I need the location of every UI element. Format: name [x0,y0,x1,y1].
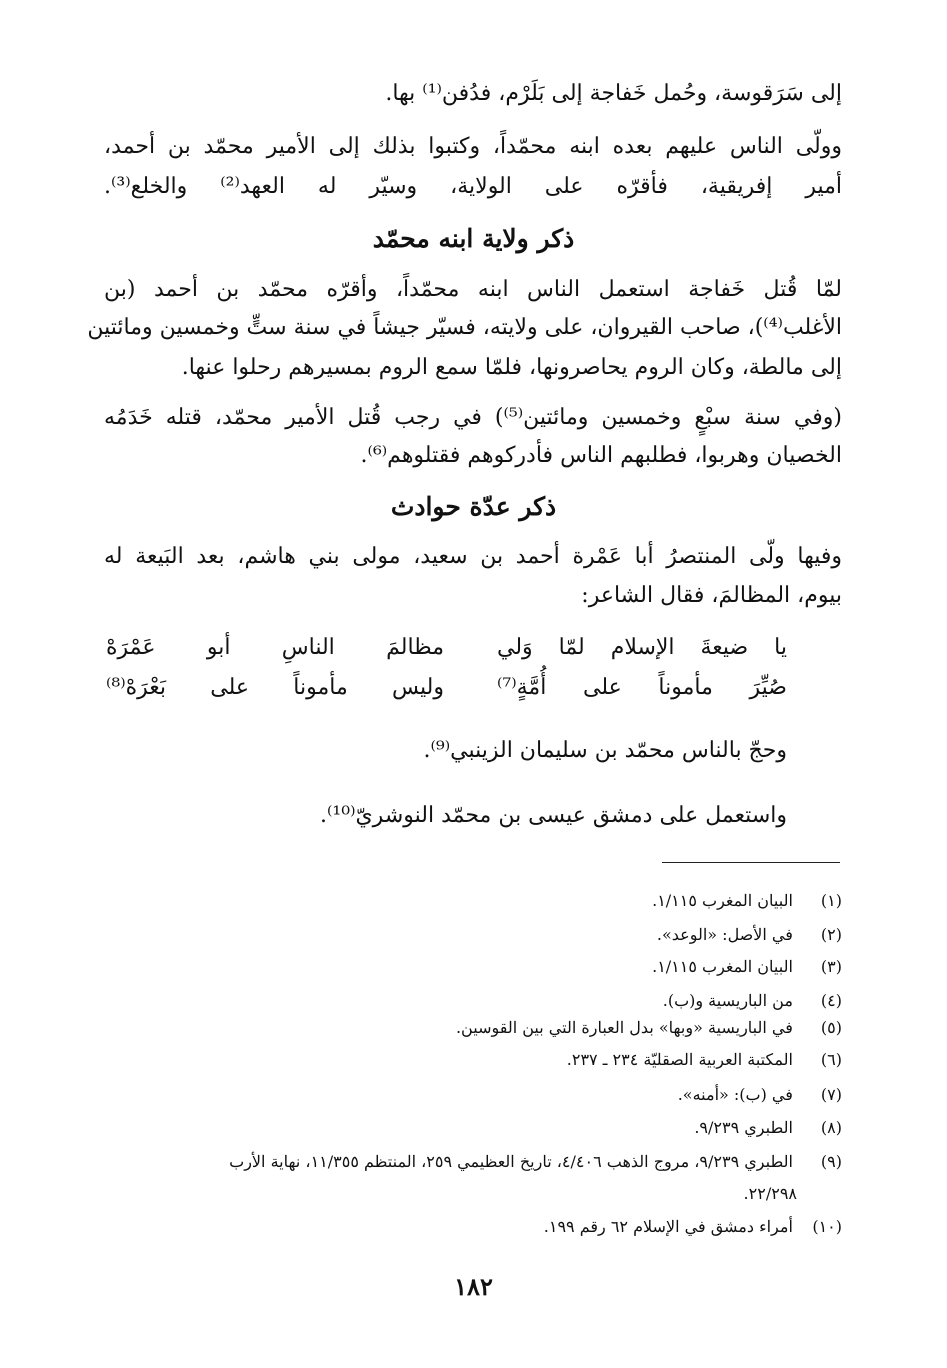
footnote-1: (١) البيان المغرب ١/١١٥. [652,891,842,910]
text-line-11: وحجّ بالناس محمّد بن سليمان الزينبي⁽⁹⁾. [423,738,787,763]
footnote-8: (٨) الطبري ٩/٢٣٩. [694,1118,842,1137]
text-line-1: إلى سَرَقوسة، وحُمل خَفاجة إلى بَلَرْم، فدُفن⁽¹⁾ بها. [385,81,842,106]
footnote-5: (٥) في الباريسية «وبها» بدل العبارة التي بين القوسين. [455,1018,842,1037]
text-line-5: الأغلب⁽⁴⁾)، صاحب القيروان، على ولايته، فسيّر جيشاً في سنة ستٍّ وخمسين ومائتين [87,315,842,340]
section-heading-2: ذكر عدّة حوادث [390,492,557,521]
text-line-10: بيوم، المظالمَ، فقال الشاعر: [581,583,842,608]
footnote-4: (٤) من الباريسية و(ب). [662,991,842,1010]
text-line-12: واستعمل على دمشق عيسى بن محمّد النوشريّ⁽¹⁰⁾. [320,803,787,828]
text-line-3: أمير إفريقية، فأقرّه على الولاية، وسيّر له العهد⁽²⁾ والخلع⁽³⁾. [104,174,842,199]
verse-2-hemistich-1: صُيِّرَ مأموناً على أُمَّةٍ⁽⁷⁾ [497,675,787,700]
text-line-4: لمّا قُتل خَفاجة استعمل الناس ابنه محمّداً، وأقرّه محمّد بن أحمد (بن [104,277,842,302]
footnote-7: (٧) في (ب): «أمنه». [677,1085,842,1104]
verse-1-hemistich-1: يا ضيعةَ الإسلام لمّا وَلي [497,635,787,660]
text-line-9: وفيها ولّى المنتصرُ أبا عَمْرة أحمد بن سعيد، مولى بني هاشم، بعد البَيعة له [104,544,842,569]
verse-1-hemistich-2: مظالمَ الناسِ أبو عَمْرَهْ [106,635,444,660]
footnote-9: (٩) الطبري ٩/٢٣٩، مروج الذهب ٤/٤٠٦، تاريخ العظيمي ٢٥٩، المنتظم ١١/٣٥٥، نهاية الأرب [229,1152,842,1171]
page-number: ١٨٢ [454,1272,493,1301]
section-heading-1: ذكر ولاية ابنه محمّد [372,224,575,253]
footnote-2: (٢) في الأصل: «الوعد». [656,925,842,944]
text-line-8: الخصيان وهربوا، فطلبهم الناس فأدركوهم فقتلوهم⁽⁶⁾. [360,443,842,468]
footnote-10: (١٠) أمراء دمشق في الإسلام ٦٢ رقم ١٩٩. [543,1217,842,1236]
footnote-3: (٣) البيان المغرب ١/١١٥. [652,957,842,976]
text-line-6: إلى مالطة، وكان الروم يحاصرونها، فلمّا سمع الروم بمسيرهم رحلوا عنها. [181,355,842,380]
footnote-9-continued: ٢٢/٢٩٨. [743,1184,797,1203]
text-line-2: وولّى الناس عليهم بعده ابنه محمّداً، وكتبوا بذلك إلى الأمير محمّد بن أحمد، [104,134,842,159]
verse-2-hemistich-2: وليس مأموناً على بَعْرَهْ⁽⁸⁾ [106,675,444,700]
text-line-7: (وفي سنة سبْعٍ وخمسين ومائتين⁽⁵⁾) في رجب قُتل الأمير محمّد، قتله خَدَمُه [104,405,842,430]
footnote-separator [662,862,840,863]
footnote-6: (٦) المكتبة العربية الصقليّة ٢٣٤ ـ ٢٣٧. [566,1050,842,1069]
